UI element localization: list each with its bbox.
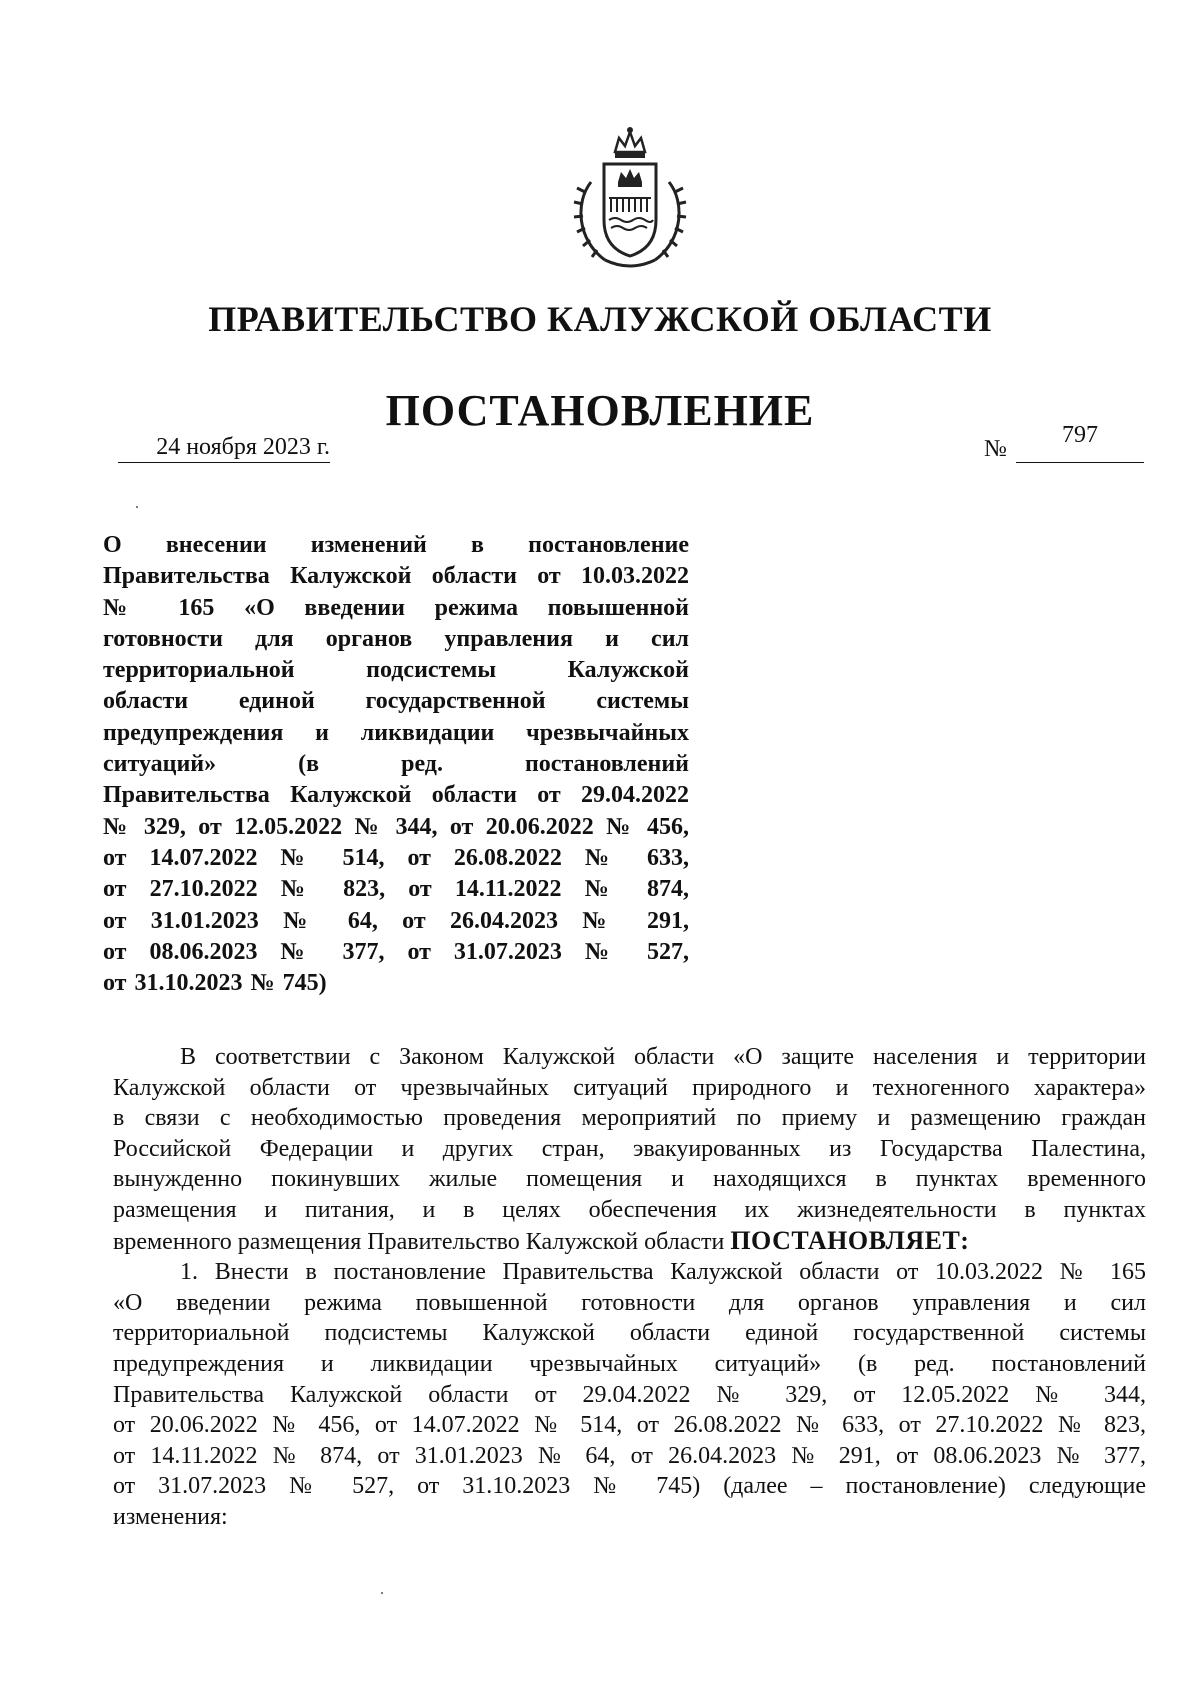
scan-speck	[381, 1592, 383, 1594]
item-line: предупреждения и ликвидации чрезвычайных ситуаций» (в ред. постановлений	[113, 1350, 1146, 1377]
document-date: 24 ноября 2023 г.	[118, 432, 330, 463]
item-line: территориальной подсистемы Калужской области единой государственной системы	[113, 1320, 1146, 1347]
subject-line: от 14.07.2022 № 514, от 26.08.2022 № 633,	[103, 844, 689, 871]
item-line: изменения:	[113, 1503, 228, 1530]
subject-line: территориальной подсистемы Калужской	[103, 657, 689, 684]
preamble-text: временного размещения Правительство Калужской области	[113, 1228, 725, 1255]
scan-speck	[136, 506, 138, 508]
subject-line: от 31.10.2023 № 745)	[103, 970, 327, 997]
item-line: 1. Внести в постановление Правительства Калужской области от 10.03.2022 № 165	[180, 1259, 1146, 1286]
preamble-line: Калужской области от чрезвычайных ситуаций природного и техногенного характера»	[113, 1074, 1146, 1101]
subject-line: Правительства Калужской области от 29.04.2022	[103, 782, 689, 809]
government-title: ПРАВИТЕЛЬСТВО КАЛУЖСКОЙ ОБЛАСТИ	[208, 299, 992, 339]
document-body	[113, 1042, 1146, 1533]
preamble-line: В соответствии с Законом Калужской области «О защите населения и территории	[180, 1044, 1146, 1070]
item-line: от 20.06.2022 № 456, от 14.07.2022 № 514, от 26.08.2022 № 633, от 27.10.2022 № 823,	[113, 1412, 1146, 1439]
preamble-line: Российской Федерации и других стран, эвакуированных из Государства Палестина,	[113, 1135, 1146, 1162]
subject-line: от 31.01.2023 № 64, от 26.04.2023 № 291,	[103, 907, 689, 934]
subject-line: Правительства Калужской области от 10.03.2022	[103, 563, 689, 590]
item-line: «О введении режима повышенной готовности для органов управления и сил	[113, 1289, 1146, 1316]
subject-line: № 165 «О введении режима повышенной	[103, 594, 689, 621]
subject-line: от 27.10.2022 № 823, от 14.11.2022 № 874,	[103, 876, 689, 903]
item-line: от 14.11.2022 № 874, от 31.01.2023 № 64, от 26.04.2023 № 291, от 08.06.2023 № 377,	[113, 1442, 1146, 1469]
subject-line: готовности для органов управления и сил	[103, 625, 689, 652]
document-type-title: ПОСТАНОВЛЕНИЕ	[385, 386, 815, 435]
document-number: 797	[1016, 420, 1144, 463]
preamble-line: вынужденно покинувших жилые помещения и находящихся в пунктах временного	[113, 1166, 1146, 1193]
subject-line: предупреждения и ликвидации чрезвычайных	[103, 719, 689, 746]
subject-line: области единой государственной системы	[103, 688, 689, 715]
subject-heading	[103, 530, 689, 999]
preamble-last-line	[113, 1226, 1146, 1258]
coat-of-arms-emblem	[571, 122, 689, 272]
subject-line: ситуаций» (в ред. постановлений	[103, 751, 689, 778]
decree-word: ПОСТАНОВЛЯЕТ:	[730, 1225, 970, 1255]
subject-line: О внесении изменений в постановление	[103, 532, 689, 558]
preamble-line: в связи с необходимостью проведения мероприятий по приему и размещению граждан	[113, 1105, 1146, 1132]
subject-line: № 329, от 12.05.2022 № 344, от 20.06.2022 № 456,	[103, 813, 689, 840]
item-line: Правительства Калужской области от 29.04.2022 № 329, от 12.05.2022 № 344,	[113, 1381, 1146, 1408]
number-label: №	[984, 436, 1007, 462]
preamble-line: размещения и питания, и в целях обеспечения их жизнедеятельности в пунктах	[113, 1196, 1146, 1223]
item-line: от 31.07.2023 № 527, от 31.10.2023 № 745) (далее – постановление) следующие	[113, 1473, 1146, 1500]
subject-line: от 08.06.2023 № 377, от 31.07.2023 № 527,	[103, 938, 689, 965]
